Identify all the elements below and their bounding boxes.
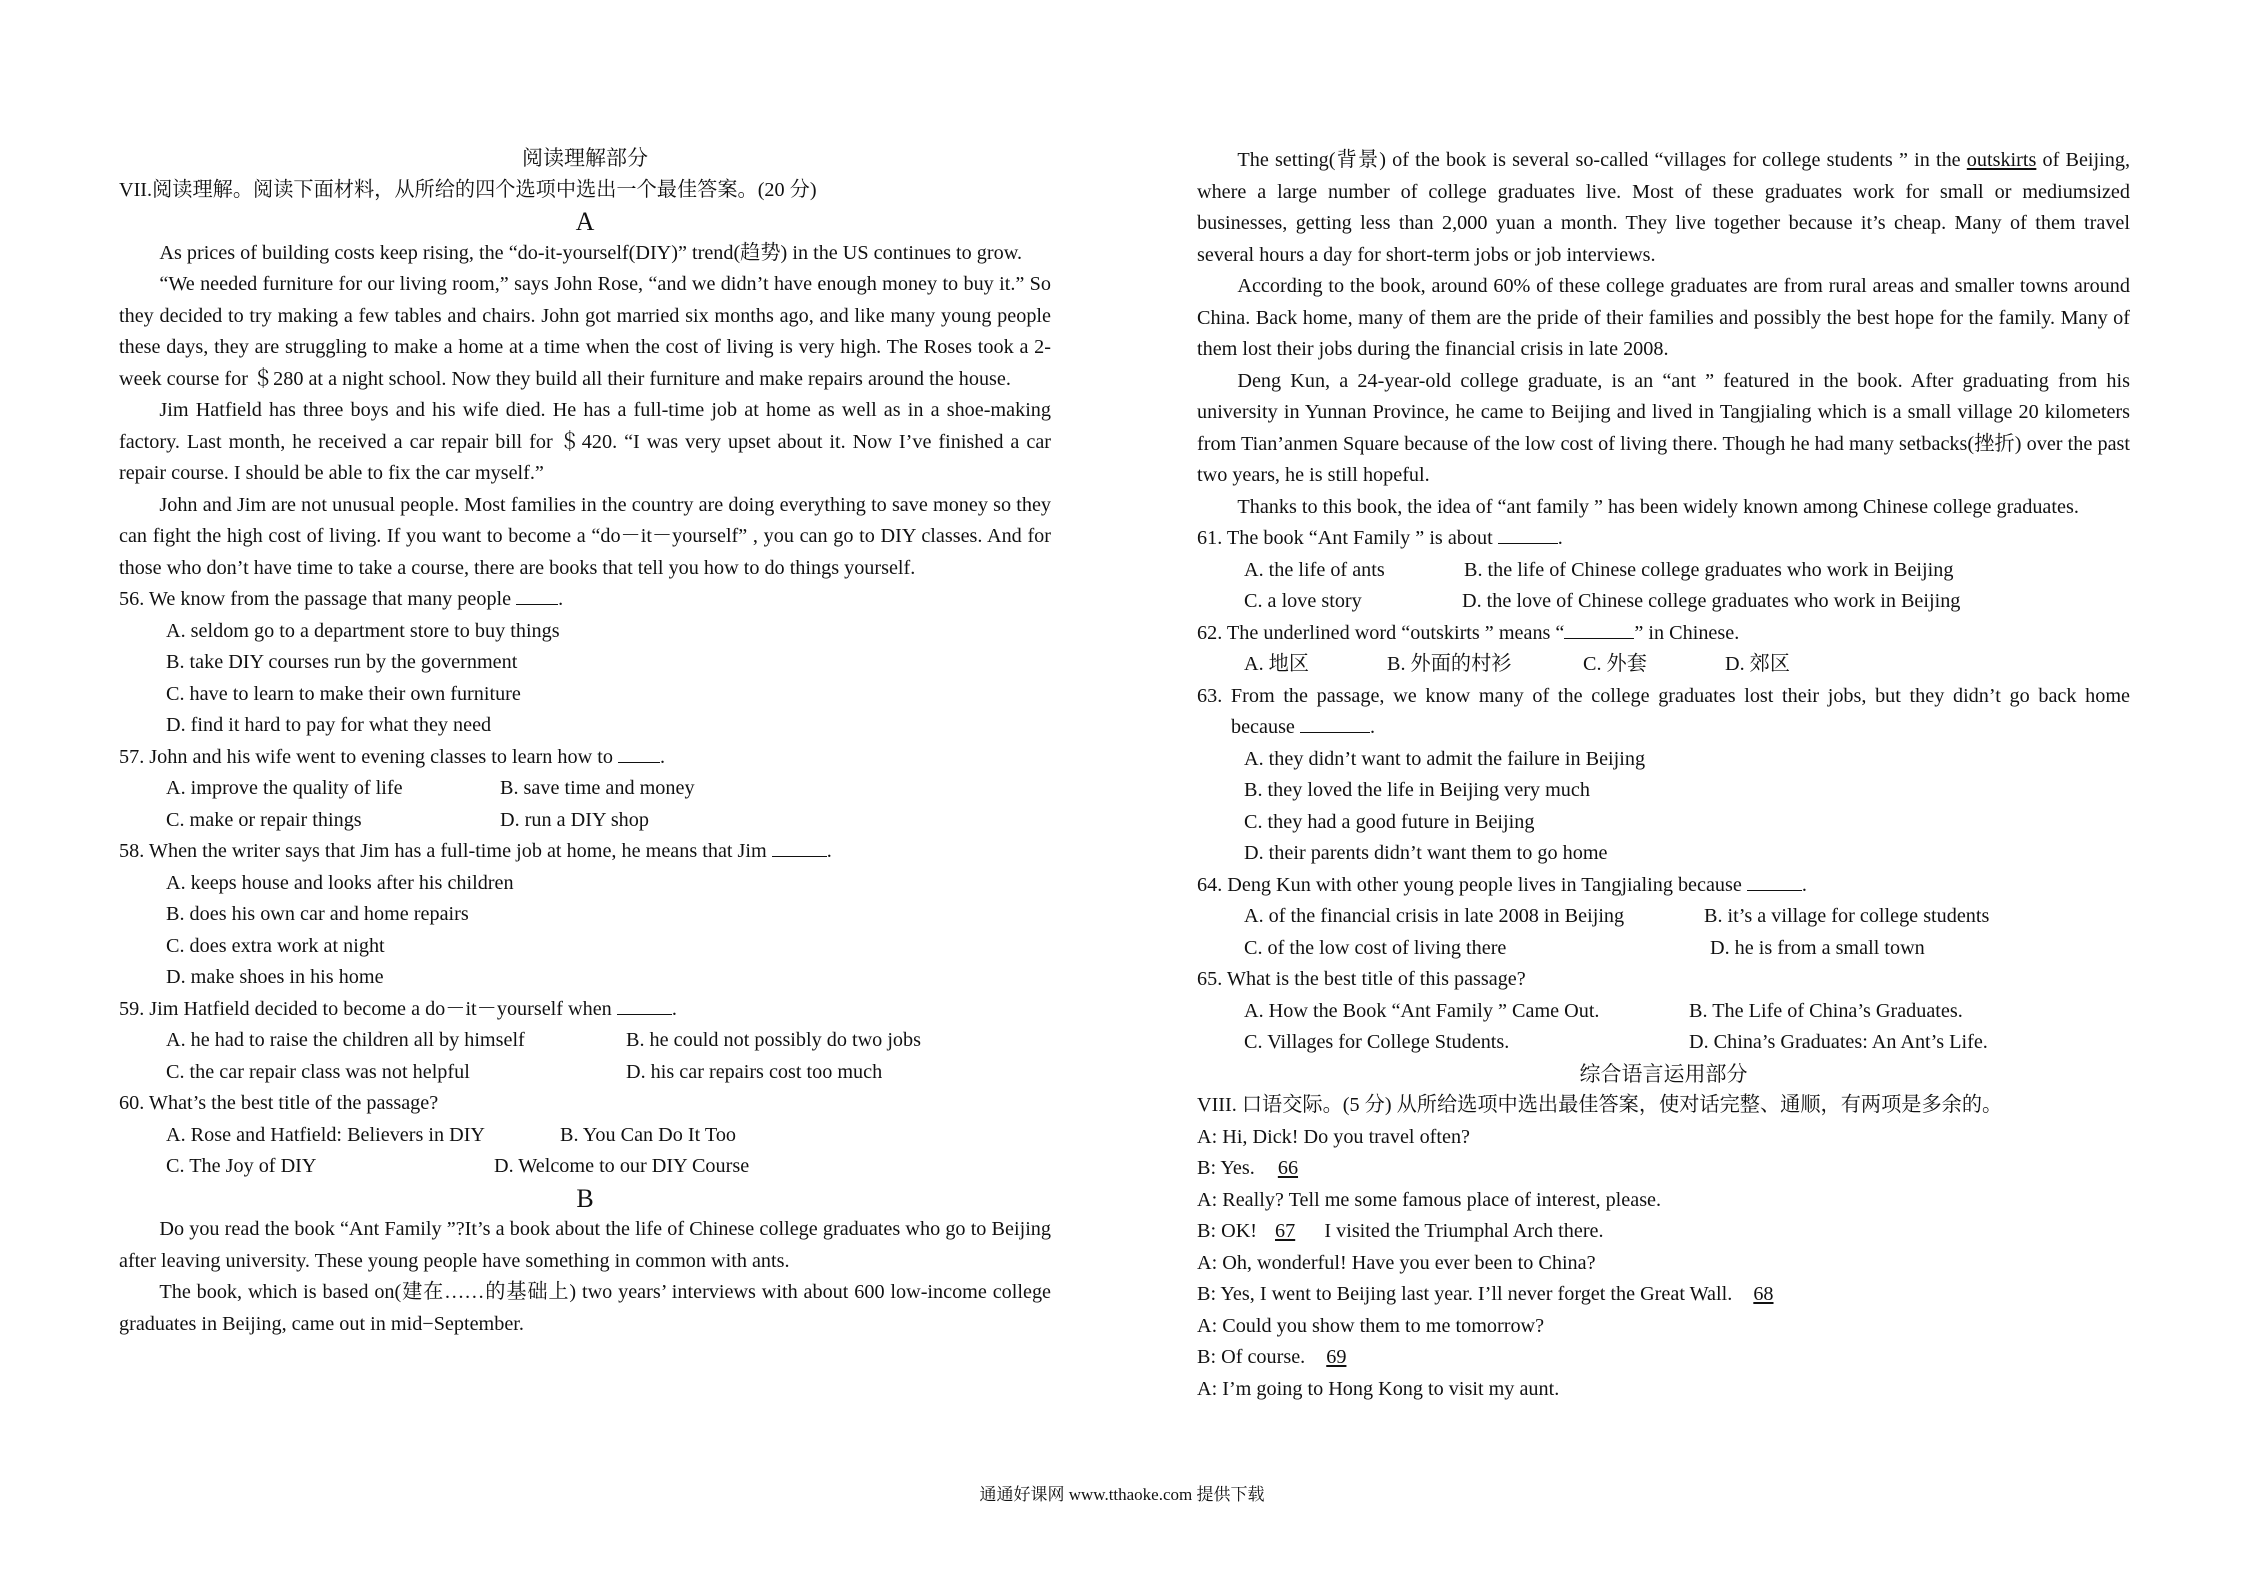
passage-b-letter: B (576, 1183, 594, 1213)
passage-a-paragraph: As prices of building costs keep rising, the “do-it-yourself(DIY)” trend(趋势) in the US continues to grow. (159, 241, 1023, 264)
instruction-viii: VIII. 口语交际。(5 分) 从所给选项中选出最佳答案，使对话完整、通顺，有两项是多余的。 (1197, 1094, 2003, 1116)
underlined-word: outskirts (1966, 149, 2037, 171)
answer-blank (1747, 870, 1802, 891)
dialog-line: A: Really? Tell me some famous place of interest, please. (1197, 1188, 1662, 1211)
answer-blank (1564, 618, 1634, 639)
option: A. How the Book “Ant Family ” Came Out. (1244, 999, 1600, 1022)
question-57: 57. John and his wife went to evening classes to learn how to . (119, 742, 1051, 774)
answer-blank (1498, 523, 1558, 544)
answer-blank (1300, 712, 1370, 733)
option: B. You Can Do It Too (560, 1123, 737, 1146)
option: D. make shoes in his home (166, 966, 384, 988)
footer-source: 通通好课网 www.tthaoke.com 提供下载 (979, 1485, 1265, 1504)
option: A. improve the quality of life (166, 777, 403, 799)
option: D. 郊区 (1725, 653, 1791, 675)
option: C. have to learn to make their own furniture (166, 682, 521, 705)
left-column (119, 143, 1051, 1340)
option: A. of the financial crisis in late 2008 in Beijing (1244, 905, 1625, 927)
answer-blank (617, 994, 672, 1015)
dialog-line: B: Yes, I went to Beijing last year. I’ll never forget the Great Wall. 68 (1197, 1279, 2130, 1311)
option: B. The Life of China’s Graduates. (1689, 999, 1963, 1022)
instruction-vii: VII.阅读理解。阅读下面材料，从所给的四个选项中选出一个最佳答案。(20 分) (119, 178, 817, 201)
option: C. they had a good future in Beijing (1244, 810, 1535, 833)
option: C. a love story (1244, 590, 1362, 612)
dialog-line: B: Of course. 69 (1197, 1342, 2130, 1374)
passage-b-paragraph: Do you read the book “Ant Family ”?It’s a book about the life of Chinese college graduates who go to Beijing after leaving university. These young people have something in common with ants. (119, 1218, 1051, 1272)
question-63: 63. From the passage, we know many of the college graduates lost their jobs, but they didn’t go back home because . (1197, 684, 2130, 738)
option: B. 外面的村衫 (1387, 653, 1512, 675)
question-58: 58. When the writer says that Jim has a full-time job at home, he means that Jim . (119, 836, 1051, 868)
option: B. take DIY courses run by the government (166, 651, 518, 673)
option: C. of the low cost of living there (1244, 936, 1507, 959)
passage-a-paragraph: John and Jim are not unusual people. Most families in the country are doing everything to save money so they can fight the high cost of living. If you want to become a “do－it－yourself” , you can go to DIY classes. And for those who don’t have time to take a course, there are books that tell you how to do things yourself. (119, 493, 1051, 579)
passage-b-paragraph: Thanks to this book, the idea of “ant family ” has been widely known among Chinese college graduates. (1237, 495, 2079, 518)
option: A. the life of ants (1244, 558, 1385, 581)
option: A. keeps house and looks after his children (166, 871, 514, 894)
dialog-blank-67: 67 (1275, 1220, 1296, 1242)
passage-b-paragraph: The setting(背景) of the book is several so-called “villages for college students ” in the outskirts of Beijing, where a large number of college graduates live. Most of these graduates work for small or mediumsized businesses, getting less than 2,000 yuan a month. They live together because it’s cheap. Many of them travel several hours a day for short-term jobs or job interviews. (1197, 149, 2130, 266)
option: C. make or repair things (166, 808, 362, 831)
passage-a-letter: A (575, 207, 595, 236)
section-title-reading: 阅读理解部分 (522, 146, 648, 170)
option: A. they didn’t want to admit the failure in Beijing (1244, 747, 1646, 770)
option: A. Rose and Hatfield: Believers in DIY (166, 1123, 485, 1146)
dialog-line: A: I’m going to Hong Kong to visit my aunt. (1197, 1377, 1560, 1400)
question-59: 59. Jim Hatfield decided to become a do－it－yourself when . (119, 994, 1051, 1026)
dialog-blank-66: 66 (1277, 1157, 1299, 1179)
answer-blank (772, 836, 827, 857)
option: B. he could not possibly do two jobs (626, 1029, 921, 1051)
option: B. it’s a village for college students (1704, 905, 1990, 927)
option: C. 外套 (1583, 653, 1647, 675)
option: B. they loved the life in Beijing very much (1244, 779, 1590, 801)
answer-blank (618, 742, 660, 763)
question-60: 60. What’s the best title of the passage? (119, 1092, 439, 1114)
passage-a-paragraph: Jim Hatfield has three boys and his wife died. He has a full-time job at home as well as in a shoe-making factory. Last month, he received a car repair bill for ＄420. “I was very upset about it. Now I’ve finished a car repair course. I should be able to fix the car myself.” (119, 399, 1051, 484)
section-title-language: 综合语言运用部分 (1579, 1061, 1748, 1086)
question-61: 61. The book “Ant Family ” is about . (1197, 523, 2130, 555)
option: D. he is from a small town (1710, 936, 1925, 959)
option: A. he had to raise the children all by himself (166, 1029, 525, 1051)
answer-blank (516, 584, 558, 605)
option: D. find it hard to pay for what they need (166, 714, 492, 736)
dialog-blank-69: 69 (1326, 1346, 1347, 1368)
passage-b-paragraph: The book, which is based on(建在……的基础上) two years’ interviews with about 600 low-income college graduates in Beijing, came out in mid−September. (119, 1281, 1051, 1335)
option: C. does extra work at night (166, 934, 385, 957)
option: A. seldom go to a department store to buy things (166, 619, 560, 642)
option: C. Villages for College Students. (1244, 1031, 1510, 1053)
passage-b-paragraph: Deng Kun, a 24-year-old college graduate, is an “ant ” featured in the book. After graduating from his university in Yunnan Province, he came to Beijing and lived in Tangjialing which is a small village 20 kilometers from Tian’anmen Square because of the low cost of living there. Though he had many setbacks(挫折) over the past two years, he is still hopeful. (1197, 369, 2130, 486)
dialog-line: B: Yes. 66 (1197, 1153, 2130, 1185)
dialog-line: A: Could you show them to me tomorrow? (1197, 1314, 1545, 1337)
option: C. The Joy of DIY (166, 1155, 317, 1177)
question-65: 65. What is the best title of this passage? (1197, 968, 1526, 990)
option: D. the love of Chinese college graduates who work in Beijing (1462, 590, 1961, 612)
option: B. the life of Chinese college graduates who work in Beijing (1464, 558, 1954, 581)
dialog-line: A: Oh, wonderful! Have you ever been to China? (1197, 1251, 1596, 1274)
option: B. save time and money (500, 777, 695, 799)
dialog-line: A: Hi, Dick! Do you travel often? (1197, 1125, 1471, 1148)
passage-b-paragraph: According to the book, around 60% of these college graduates are from rural areas and smaller towns around China. Back home, many of them are the pride of their families and possibly the best hope for the family. Many of them lost their jobs during the financial crisis in late 2008. (1197, 275, 2130, 360)
right-column (1197, 145, 2130, 1405)
question-56: 56. We know from the passage that many people . (119, 584, 1051, 616)
option: D. their parents didn’t want them to go home (1244, 842, 1608, 864)
question-62: 62. The underlined word “outskirts ” means “ ” in Chinese. (1197, 618, 2130, 650)
dialog-blank-68: 68 (1753, 1283, 1774, 1305)
passage-a-paragraph: “We needed furniture for our living room,” says John Rose, “and we didn’t have enough money to buy it.” So they decided to try making a few tables and chairs. John got married six months ago, and like many young people these days, they are struggling to make a home at a time when the cost of living is very high. The Roses took a 2-week course for ＄280 at a night school. Now they build all their furniture and make repairs around the house. (119, 273, 1051, 390)
option: D. his car repairs cost too much (626, 1060, 883, 1083)
option: B. does his own car and home repairs (166, 903, 469, 925)
option: D. China’s Graduates: An Ant’s Life. (1689, 1031, 1988, 1053)
option: D. Welcome to our DIY Course (494, 1155, 750, 1177)
option: A. 地区 (1244, 653, 1310, 675)
option: C. the car repair class was not helpful (166, 1060, 470, 1083)
dialog-line: B: OK! 67 I visited the Triumphal Arch there. (1197, 1220, 1604, 1242)
question-64: 64. Deng Kun with other young people lives in Tangjialing because . (1197, 870, 2130, 902)
option: D. run a DIY shop (500, 808, 649, 831)
